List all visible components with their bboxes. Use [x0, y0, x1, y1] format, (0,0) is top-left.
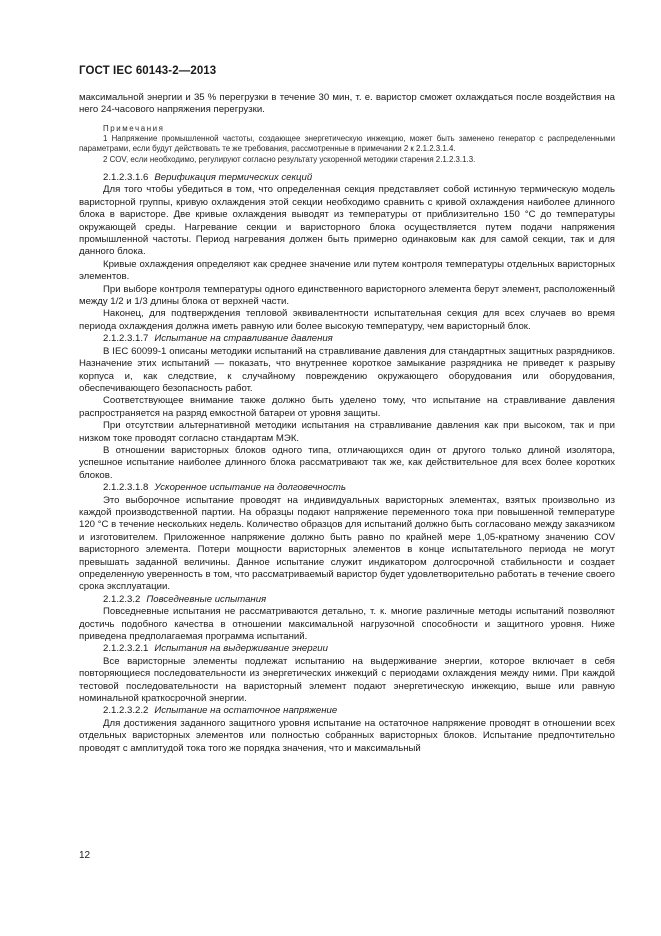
section-title: Испытание на стравливание давления [154, 333, 333, 345]
paragraph: Для достижения заданного защитного уровня испытание на остаточное напряжение проводят в отношении всех отдельных варисторных элементов или полностью собранных варисторных блоков. Испытание предпочтительно проводят с амплитудой тока того же порядка значения, что и максимальный [79, 717, 615, 754]
section-number: 2.1.2.3.2.2 [103, 705, 149, 717]
section-heading [79, 482, 615, 494]
paragraph: Наконец, для подтверждения тепловой эквивалентности испытательная секция для всех случаев во время периода охлаждения должна иметь равную или более высокую температуру, чем варисторный блок. [79, 308, 615, 332]
section-title: Верификация термических секций [154, 172, 313, 183]
paragraph: Для того чтобы убедиться в том, что определенная секция представляет собой истинную термическую модель варисторной группы, кривую охлаждения этой секции необходимо сравнить с кривой охлаждения наиболее длинного блока в варисторе. Две кривые охлаждения выводят из температуры от приблизительно 150 °С до температуры окружающей среды. Нагревание секции и варисторного блока осуществляется путем подачи напряжения промышленной частоты. Период нагревания должен быть примерно одинаковым как для самой секции, так и для данного блока. [79, 184, 615, 258]
paragraph: Повседневные испытания не рассматриваются детально, т. к. многие различные методы испытаний позволяют достичь подобного качества в отношении максимальной нагрузочной способности и защитного уровня. Ниже приведена предполагаемая программа испытаний. [79, 606, 615, 643]
note-1: 1 Напряжение промышленной частоты, создающее энергетическую инжекцию, может быть заменено генератор с распределенными параметрами, если будут действовать те же требования, рассмотренные в примечании 2 к 2.1.2.3.1.4. [79, 134, 615, 154]
section-number: 2.1.2.3.2 [103, 593, 141, 605]
section-number: 2.1.2.3.1.7 [103, 333, 149, 345]
document-header-title: ГОСТ IEC 60143-2—2013 [79, 65, 217, 77]
paragraph: Кривые охлаждения определяют как среднее значение или путем контроля температуры отдельных варисторных элементов. [79, 258, 615, 283]
section-number: 2.1.2.3.1.6 [103, 172, 149, 183]
section-title: Испытание на остаточное напряжение [154, 705, 338, 717]
section-title: Повседневные испытания [146, 593, 267, 605]
section-heading [79, 705, 615, 717]
paragraph: Это выборочное испытание проводят на индивидуальных варисторных элементах, взятых произвольно из каждой производственной партии. На образцы подают напряжение переменного тока при повышенной температуре 120 °С в течение нескольких недель. Количество образцов для испытаний должно быть согласовано между заказчиком и изготовителем. Приложенное напряжение должно быть равно по крайней мере 1,05-кратному значению COV варисторного элемента. Потери мощности варисторных элементов в конце испытательного периода не могут превышать заданной величины. Данное испытание служит индикатором долгосрочной стабильности и создает определенную уверенность в том, что рассматриваемый варистор будет удовлетворительно работать в течение своего срока эксплуатации. [79, 494, 615, 593]
section-heading [79, 333, 615, 345]
section-heading [79, 172, 615, 184]
paragraph: При выборе контроля температуры одного единственного варисторного элемента берут элемент, расположенный между 1/2 и 1/3 длины блока от верхней части. [79, 283, 615, 308]
page-content [79, 92, 615, 755]
note-2: 2 COV, если необходимо, регулируют согласно результату ускоренной методики старения 2.1.2.3.1.3. [103, 154, 476, 164]
intro-paragraph: максимальной энергии и 35 % перегрузки в течение 30 мин, т. е. варистор сможет охлаждаться после воздействия на него 24-часового напряжения перегрузки. [79, 92, 615, 116]
paragraph: Соответствующее внимание также должно быть уделено тому, что испытание на стравливание давления распространяется на разряд емкостной батареи от уровня защиты. [79, 395, 615, 419]
page-number: 12 [79, 850, 91, 861]
paragraph: В отношении варисторных блоков одного типа, отличающихся один от другого только длиной изолятора, успешное испытание наиболее длинного блока рассматривают так же, как действительное для всех более коротких блоков. [79, 444, 615, 481]
paragraph: При отсутствии альтернативной методики испытания на стравливание давления как при высоком, так и при низком токе проводят согласно стандартам МЭК. [79, 420, 615, 444]
section-heading [79, 643, 615, 655]
section-heading [79, 594, 615, 606]
section-title: Ускоренное испытание на долговечность [154, 482, 346, 494]
section-number: 2.1.2.3.1.8 [103, 482, 149, 494]
paragraph: Все варисторные элементы подлежат испытанию на выдерживание энергии, которое включает в себя повторяющиеся последовательности из энергетических инжекций с периодами охлаждения между ними. При каждой тестовой последовательности на варисторный элемент подают энергетическую инжекцию, выше или равную номинальной краткосрочной энергии. [79, 655, 615, 705]
notes-title: Примечания [103, 123, 165, 133]
paragraph: В IEC 60099-1 описаны методики испытаний на стравливание давления для стандартных защитных разрядников. Назначение этих испытаний — показать, что внутреннее короткое замыкание разрядника не приведет к разрыву корпуса и, как следствие, к случайному повреждению окружающего оборудования или оборудования, обеспечивающего безопасность работ. [79, 345, 615, 394]
section-number: 2.1.2.3.2.1 [103, 643, 149, 655]
section-title: Испытания на выдерживание энергии [154, 643, 328, 655]
